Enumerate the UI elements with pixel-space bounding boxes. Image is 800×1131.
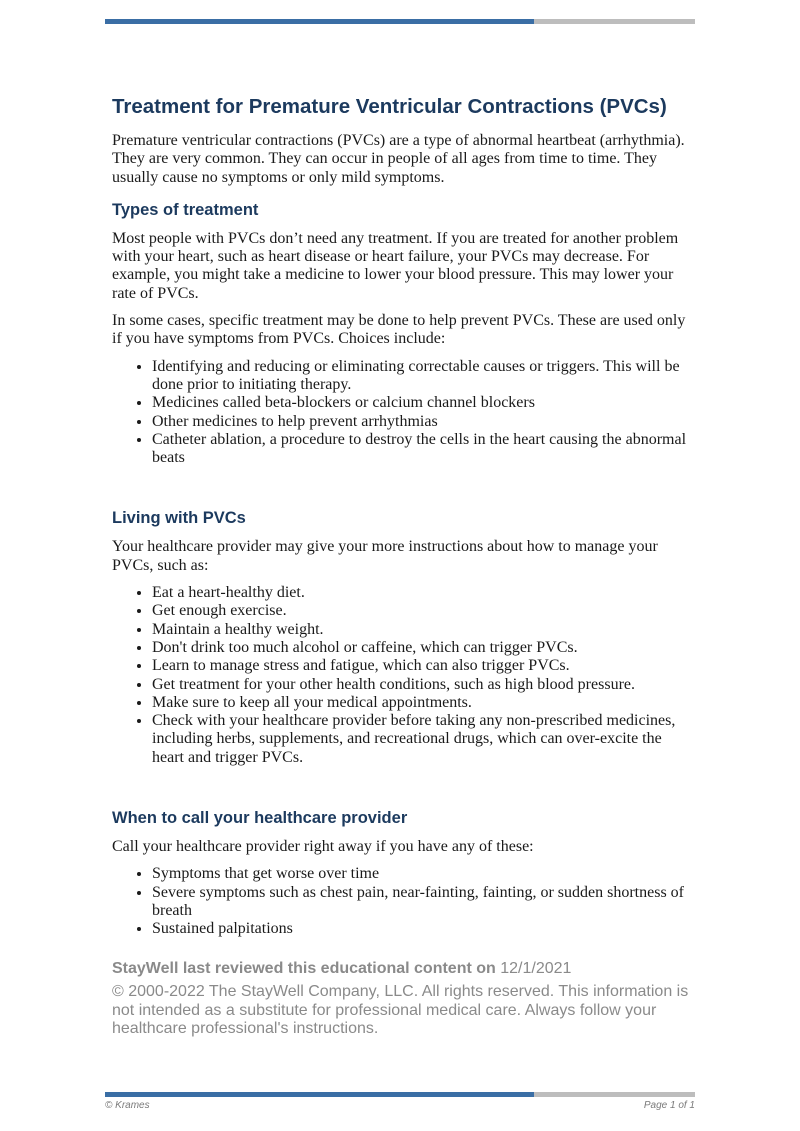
content-footer [112, 960, 690, 1038]
bottom-accent-bar-blue [105, 1092, 534, 1097]
paragraph: Call your healthcare provider right away if you have any of these: [112, 838, 534, 856]
page-number: Page 1 of 1 [643, 1100, 695, 1111]
list-item: • Get treatment for your other health conditions, such as high blood pressure. [152, 676, 690, 694]
list-item: • Symptoms that get worse over time [152, 865, 690, 883]
section-when-to-call [112, 807, 690, 938]
list-item: • Other medicines to help prevent arrhythmias [152, 413, 690, 431]
section-living-with-pvcs [112, 507, 690, 767]
paragraph: Most people with PVCs don’t need any treatment. If you are treated for another problem with your heart, such as heart disease or heart failure, your PVCs may decrease. For example, you might take a medicine to lower your blood pressure. This may lower your rate of PVCs. [112, 229, 679, 302]
list-item: • Eat a heart-healthy diet. [152, 584, 690, 602]
list-item: • Make sure to keep all your medical appointments. [152, 694, 690, 712]
list-item: • Sustained palpitations [152, 920, 690, 938]
section-heading: Types of treatment [112, 200, 259, 219]
bullet-list [112, 358, 690, 468]
page-title: Treatment for Premature Ventricular Contractions (PVCs) [112, 95, 667, 118]
review-date: 12/1/2021 [500, 960, 572, 977]
intro-paragraph: Premature ventricular contractions (PVCs) are a type of abnormal heartbeat (arrhythmia). They are very common. They can occur in people of all ages from time to time. They usually cause no symptoms or only mild symptoms. [112, 132, 685, 186]
copyright-notice: © 2000-2022 The StayWell Company, LLC. All rights reserved. This information is not intended as a substitute for professional medical care. Always follow your healthcare professional's instructions. [112, 983, 689, 1037]
review-label: StayWell last reviewed this educational content on [112, 960, 496, 977]
publisher-mark: © Krames [105, 1100, 150, 1111]
list-item: • Maintain a healthy weight. [152, 621, 690, 639]
list-item: • Get enough exercise. [152, 602, 690, 620]
top-accent-bar-blue [105, 19, 534, 24]
bullet-list [112, 584, 690, 767]
list-item: • Don't drink too much alcohol or caffeine, which can trigger PVCs. [152, 639, 690, 657]
paragraph: Your healthcare provider may give your more instructions about how to manage your PVCs, such as: [112, 538, 658, 574]
list-item: • Catheter ablation, a procedure to destroy the cells in the heart causing the abnormal beats [152, 431, 690, 468]
bullet-list [112, 865, 690, 938]
section-heading: When to call your healthcare provider [112, 809, 408, 828]
list-item: • Identifying and reducing or eliminating correctable causes or triggers. This will be done prior to initiating therapy. [152, 358, 690, 395]
paragraph: In some cases, specific treatment may be done to help prevent PVCs. These are used only if you have symptoms from PVCs. Choices include: [112, 312, 686, 348]
section-types-of-treatment [112, 199, 690, 468]
list-item: • Medicines called beta-blockers or calcium channel blockers [152, 394, 690, 412]
bottom-accent-bar-gray [534, 1092, 695, 1097]
section-heading: Living with PVCs [112, 509, 246, 528]
bottom-accent-bar [105, 1092, 695, 1097]
document-content [112, 94, 690, 939]
top-accent-bar [105, 19, 695, 24]
review-note [112, 960, 690, 978]
page-footer [105, 1100, 695, 1111]
list-item: • Learn to manage stress and fatigue, which can also trigger PVCs. [152, 657, 690, 675]
top-accent-bar-gray [534, 19, 695, 24]
list-item: • Severe symptoms such as chest pain, near-fainting, fainting, or sudden shortness of breath [152, 884, 690, 921]
list-item: • Check with your healthcare provider before taking any non-prescribed medicines, including herbs, supplements, and recreational drugs, which can over-excite the heart and trigger PVCs. [152, 712, 690, 767]
